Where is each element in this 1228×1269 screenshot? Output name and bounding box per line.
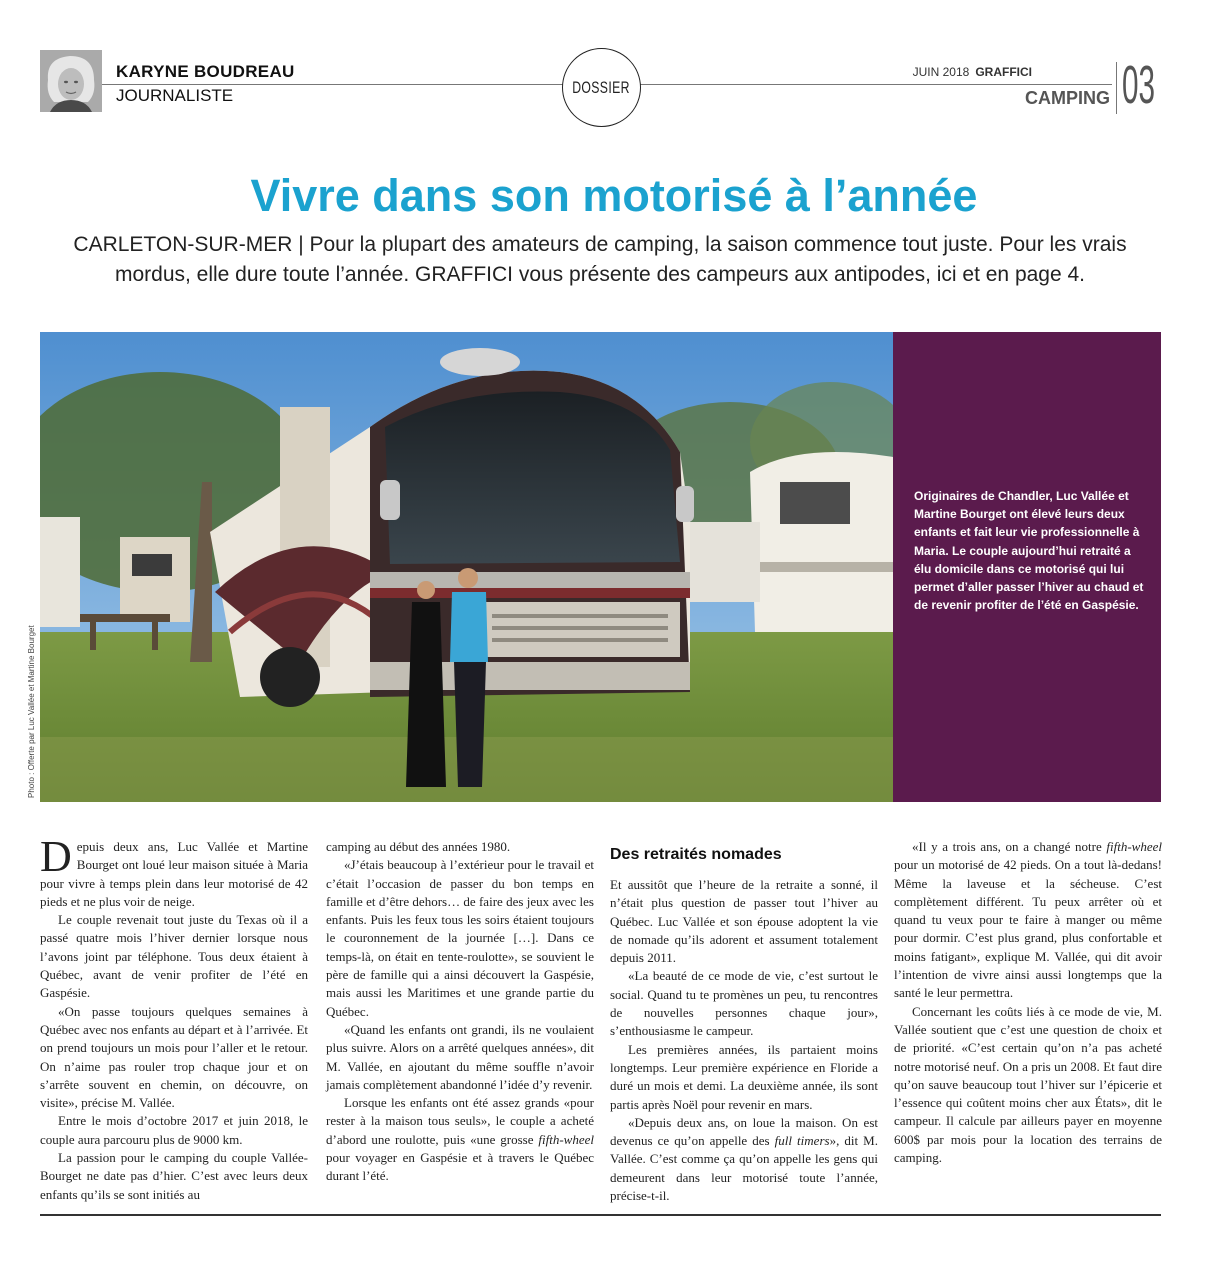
section-badge-label: DOSSIER [572,77,631,97]
section-subhead: Des retraités nomades [610,846,782,863]
author-role: JOURNALISTE [116,86,234,105]
paragraph-text: «Il y a trois ans, on a changé notre [912,839,1107,854]
paragraph: Entre le mois d’octobre 2017 et juin 2018, le couple aura parcouru plus de 9000 km. [40,1113,308,1147]
paragraph: «On passe toujours quelques semaines à Québec avec nos enfants au départ et à l’arrivée. Et on prend toujours un mois pour l’aller et le retour. On n’aime pas rouler trop chaque jour et on s’arrête souvent en chemin, on découvre, on visite», précise M. Vallée. [40,1003,308,1111]
paragraph-text: », dit M. Vallée. C’est comme ça qu’on appelle les gens qui demeurent dans leur motorisé toute l’année, précise-t-il. [610,1133,878,1204]
section-badge [562,48,641,127]
issue-date: JUIN 2018 [912,65,970,79]
article-column-1 [40,832,308,1204]
paragraph: Concernant les coûts liés à ce mode de vie, M. Vallée soutient que c’est une question de choix et de priorité. «C’est certain qu’on n’a pas acheté notre motorisé neuf. On a pris un 2008. Et faut dire qu’on sauve beaucoup tout l’hiver sur l’épicerie et l’essence qui coûtent moins cher aux États», dit le campeur. Il calcule par ailleurs payer en moyenne 600$ par mois pour la location des terrains de camping. [894,1003,1162,1166]
issue-info [913,65,1032,79]
paragraph-text: epuis deux ans, Luc Vallée et Martine Bourget ont loué leur maison située à Maria pour vivre à temps plein dans leur motorisé de 42 pieds et ne plus voir de neige. [40,839,308,909]
paragraph-text: pour un motorisé de 42 pieds. On a tout là-dedans! Même la laveuse et la sécheuse. C’est complètement différent. Tu peux arrêter où et quand tu veux pour te faire à manger ou même pour dormir. C’est plus grand, plus confortable et moins fatigant», explique M. Vallée, qui dit avoir l’intention de vivre ainsi aussi longtemps que la santé le leur permettra. [894,857,1162,1001]
paragraph: Et aussitôt que l’heure de la retraite a sonné, il n’était plus question de passer tout l’hiver au Québec. Luc Vallée et son épouse adoptent la vie de nomade qu’ils adorent et assument totalement depuis 2011. [610,877,878,966]
paragraph [610,1114,878,1205]
photo-credit: Photo : Offerte par Luc Vallée et Martine Bourget [27,625,36,798]
photo-caption: Originaires de Chandler, Luc Vallée et Martine Bourget ont élevé leurs deux enfants et fait leur vie professionnelle à Maria. Le couple aujourd’hui retraité a élu domicile dans ce motorisé qui lui permet d’aller passer l’hiver au chaud et de revenir profiter de l’été en Gaspésie. [914,489,1144,613]
drop-cap: D [40,832,72,881]
emphasis: full timers [774,1133,830,1149]
paragraph: Les premières années, ils partaient moins longtemps. Leur première expérience en Floride a duré un mois et demi. La deuxième année, ils sont partis après Noël pour revenir en mars. [610,1041,878,1112]
header-divider [1116,62,1117,114]
section-name: CAMPING [1025,88,1110,108]
paragraph-text: pour voyager en Gaspésie et à travers le Québec durant l’été. [326,1150,594,1184]
author-photo [40,50,102,112]
paragraph: «La beauté de ce mode de vie, c’est surtout le social. Quand tu te promènes un peu, tu rencontres de nouvelles personnes chaque jour», s’enthousiasme le campeur. [610,968,878,1039]
paragraph: «J’étais beaucoup à l’extérieur pour le travail et c’était l’occasion de passer du bon temps en famille et d’être dehors… de faire des jeux avec les enfants. Puis les feux tous les soirs étaient toujours le couronnement de la journée […]. Dans ce temps-là, on était en tente-roulotte», se souvient le père de famille qui a ainsi découvert la Gaspésie, mais aussi les Maritimes et une grande partie du Québec. [326,857,594,1019]
photo-caption-box [893,332,1161,802]
author-name: KARYNE BOUDREAU [116,62,295,81]
paragraph: «Quand les enfants ont grandi, ils ne voulaient plus suivre. Alors on a arrêté quelques années», dit M. Vallée, en ajoutant du même souffle n’avoir jamais complètement abandonné l’idée d’y revenir. [326,1021,594,1092]
article-photo [40,332,893,802]
paragraph [894,838,1162,1003]
motorhome-photo-image [40,332,893,802]
article-column-3 [610,838,878,1205]
article-column-2 [326,838,594,1186]
bottom-rule [40,1214,1161,1216]
article-headline: Vivre dans son motorisé à l’année [250,170,978,221]
emphasis: fifth-wheel [1106,839,1162,854]
paragraph [40,832,308,911]
paragraph: camping au début des années 1980. [326,839,511,854]
paragraph [326,1094,594,1185]
article-column-4 [894,838,1162,1167]
publication-name: GRAFFICI [975,65,1032,79]
emphasis: fifth-wheel [538,1131,594,1147]
paragraph-text: Lorsque les enfants ont été assez grands «pour rester à la maison tous seuls», le couple a acheté d’abord une roulotte, puis «une grosse [326,1095,594,1147]
paragraph: La passion pour le camping du couple Vallée-Bourget ne date pas d’hier. C’est avec leurs deux enfants qu’ils se sont initiés au [40,1150,308,1202]
paragraph: Le couple revenait tout juste du Texas où il a passé quatre mois l’hiver dernier lorsque nous l’avons joint par téléphone. Tous deux étaient à Québec, avant de venir profiter de l’été en Gaspésie. [40,912,308,1001]
page-number: 03 [1122,55,1156,115]
author-portrait-image [40,50,102,112]
page-header [0,0,1228,140]
article-lead: CARLETON-SUR-MER | Pour la plupart des amateurs de camping, la saison commence tout juste. Pour les vrais mordus, elle dure toute l’année. GRAFFICI vous présente des campeurs aux antipodes, ici et en page 4. [73,233,1127,286]
paragraph-text: «Depuis deux ans, on loue la maison. On est devenus ce qu’on appelle des [610,1114,878,1149]
